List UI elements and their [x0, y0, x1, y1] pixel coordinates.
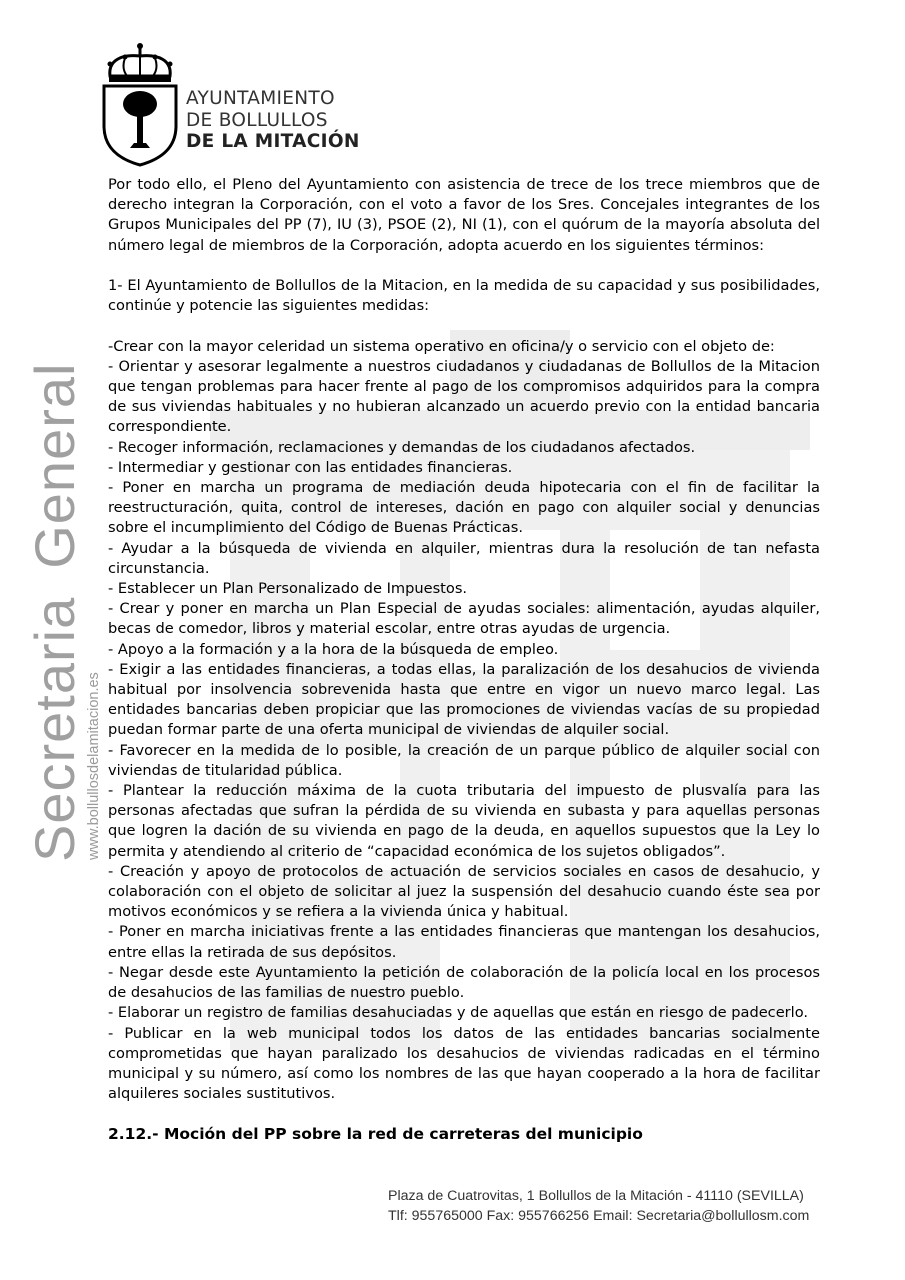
- org-line-3: DE LA MITACIÓN: [186, 131, 360, 152]
- intro-paragraph: Por todo ello, el Pleno del Ayuntamiento con asistencia de trece de los trece miembros que de derecho integran la Corporación, con el voto a favor de los Sres. Concejales integrantes de los Grupos Municipales del PP (7), IU (3), PSOE (2), NI (1), con el quórum de la mayoría absoluta del número legal de miembros de la Corporación, adopta acuerdo en los siguientes términos:: [108, 176, 820, 254]
- section-heading: 2.12.- Moción del PP sobre la red de carreteras del municipio: [108, 1125, 643, 1143]
- measure-item: - Favorecer en la medida de lo posible, la creación de un parque público de alquiler social con viviendas de titularidad pública.: [108, 741, 820, 779]
- measure-item: - Exigir a las entidades financieras, a todas ellas, la paralización de los desahucios de vivienda habitual por insolvencia sobrevenida hasta que entre en vigor un nuevo marco legal. Las entidades bancarias deben propiciar que las promociones de viviendas vacías de su propiedad puedan formar parte de una oferta municipal de viviendas de alquiler social.: [108, 660, 820, 739]
- side-title-word-2: General: [23, 362, 86, 569]
- measure-item: - Plantear la reducción máxima de la cuota tributaria del impuesto de plusvalía para las personas afectadas que sufran la pérdida de su vivienda en subasta y para aquellas personas que logren la dación de su vivienda en pago de la deuda, en aquellos supuestos que la Ley lo permita y atendiendo al criterio de “capacidad económica de los sujetos obligados”.: [108, 782, 820, 860]
- point-1-paragraph: 1- El Ayuntamiento de Bollullos de la Mitacion, en la medida de su capacidad y sus posibilidades, continúe y potencie las siguientes medidas:: [108, 277, 820, 315]
- measure-item: - Publicar en la web municipal todos los datos de las entidades bancarias socialmente comprometidas que hayan paralizado los desahucios de viviendas radicadas en el término municipal y su número, así como los nombres de las que hayan cooperado a la hora de facilitar alquileres sociales sustitutivos.: [108, 1024, 820, 1103]
- side-title: [25, 335, 85, 862]
- measure-item: - Poner en marcha iniciativas frente a las entidades financieras que mantengan los desahucios, entre ellas la retirada de sus depósitos.: [108, 923, 820, 961]
- measure-item: - Elaborar un registro de familias desahuciadas y de aquellas que están en riesgo de padecerlo.: [108, 1004, 809, 1022]
- measure-item: - Creación y apoyo de protocolos de actuación de servicios sociales en casos de desahucio, y colaboración con el objeto de solicitar al juez la suspensión del desahucio cuando éste sea por motivos económicos y se refiera a la vivienda única y habitual.: [108, 862, 820, 921]
- measure-item: - Recoger información, reclamaciones y demandas de los ciudadanos afectados.: [108, 438, 696, 456]
- measure-item: - Establecer un Plan Personalizado de Impuestos.: [108, 580, 468, 598]
- measure-item: - Apoyo a la formación y a la hora de la búsqueda de empleo.: [108, 640, 559, 658]
- org-line-1: AYUNTAMIENTO: [186, 88, 335, 109]
- measure-item: - Orientar y asesorar legalmente a nuestros ciudadanos y ciudadanas de Bollullos de la Mitacion que tengan problemas para hacer frente al pago de los compromisos adquiridos para la compra de sus viviendas habituales y no hubieran alcanzado un acuerdo previo con la entidad bancaria correspondiente.: [108, 357, 820, 436]
- organization-name: [186, 88, 360, 153]
- side-stamp: [25, 335, 103, 862]
- measure-item: - Ayudar a la búsqueda de vivienda en alquiler, mientras dura la resolución de tan nefasta circunstancia.: [108, 539, 820, 577]
- municipal-crest-logo: [100, 42, 180, 167]
- measure-item: -Crear con la mayor celeridad un sistema operativo en oficina/y o servicio con el objeto de:: [108, 337, 775, 355]
- measure-item: - Intermediar y gestionar con las entidades financieras.: [108, 458, 513, 476]
- footer-contact: Tlf: 955765000 Fax: 955766256 Email: Secretaria@bollullosm.com: [388, 1208, 810, 1224]
- page-footer: [388, 1186, 809, 1226]
- org-line-2: DE BOLLULLOS: [186, 109, 328, 131]
- measure-item: - Poner en marcha un programa de mediación deuda hipotecaria con el fin de facilitar la reestructuración, quita, control de intereses, dación en pago con alquiler social y denuncias sobre el incumplimiento del Código de Buenas Prácticas.: [108, 479, 820, 537]
- document-body: [108, 175, 820, 1104]
- measure-item: - Crear y poner en marcha un Plan Especial de ayudas sociales: alimentación, ayudas alquiler, becas de comedor, libros y material escolar, entre otras ayudas de urgencia.: [108, 600, 820, 638]
- footer-address: Plaza de Cuatrovitas, 1 Bollullos de la Mitación - 41110 (SEVILLA): [388, 1188, 804, 1204]
- side-url: www.bollullosdelamitacion.es: [86, 672, 102, 860]
- measure-item: - Negar desde este Ayuntamiento la petición de colaboración de la policía local en los procesos de desahucios de las familias de nuestro pueblo.: [108, 963, 820, 1002]
- side-title-word-1: Secretaria: [23, 596, 86, 862]
